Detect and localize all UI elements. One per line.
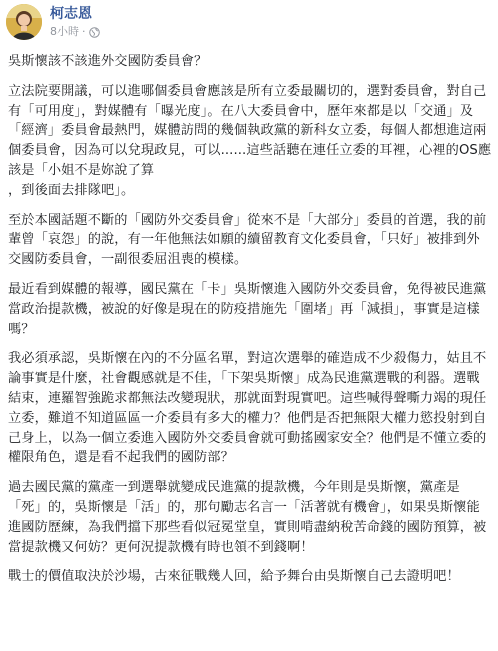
post-meta — [50, 25, 100, 39]
author-avatar[interactable] — [6, 4, 42, 40]
post-paragraph: 我必須承認，吳斯懷在內的不分區名單，對這次選舉的確造成不少殺傷力，姑且不論事實是什麼，社會觀感就是不佳，「下架吳斯懷」成為民進黨選戰的利器。選戰結束，連羅智強跪求都無法改變現狀，那就面對現實吧。這些喊得聲嘶力竭的現任立委，難道不知道區區一介委員有多大的權力？他們是否把無限大權力慾投射到自己身上，以為一個立委進入國防外交委員會就可動搖國家安全？他們是不懂立委的權限角色，還是看不起我們的國防部？ — [8, 351, 487, 466]
post-timestamp[interactable]: 8小時 — [50, 25, 79, 38]
author-name[interactable]: 柯志恩 — [50, 6, 92, 22]
post-paragraph-title: 吳斯懷該不該進外交國防委員會？ — [8, 54, 208, 69]
post-paragraph: 最近看到媒體的報導，國民黨在「卡」吳斯懷進入國防外交委員會，免得被民進黨當政治提款機，被說的好像是現在的防疫措施先「圍堵」再「減損」，事實是這樣嗎？ — [8, 281, 487, 337]
avatar-photo-icon — [6, 4, 42, 40]
post-paragraph: 過去國民黨的黨產一到選舉就變成民進黨的提款機，今年則是吳斯懷，黨產是「死」的，吳斯懷是「活」的，那句勵志名言一「活著就有機會」，如果吳斯懷能進國防歷練，為我們擋下那些看似冠冕堂皇，實則啃盡納稅苦命錢的國防預算，被當提款機又何妨？更何況提款機有時也領不到錢啊！ — [8, 480, 487, 555]
post-paragraph: 戰士的價值取決於沙場，古來征戰幾人回，給予舞台由吳斯懷自己去證明吧！ — [8, 569, 460, 585]
globe-icon[interactable] — [89, 27, 100, 38]
post-paragraph: 立法院要開議，可以進哪個委員會應該是所有立委最關切的，選對委員會，對自己有「可用度」，對媒體有「曝光度」。在八大委員會中，歷年來都是以「交通」及「經濟」委員會最熱門，媒體訪問的幾個執政黨的新科女立委，每個人都想進這兩個委員會，因為可以兌現政見，可以......這些話聽在連任立委的耳裡，心裡的OS應該是「小姐不是妳說了算 ，到後面去排隊吧」。 — [8, 83, 492, 198]
meta-separator: · — [82, 25, 86, 38]
post-header — [0, 0, 498, 44]
post-body — [8, 52, 492, 597]
post-paragraph: 至於本國話題不斷的「國防外交委員會」從來不是「大部分」委員的首選，我的前輩曾「哀怨」的說，有一年他無法如願的續留教育文化委員會，「只好」被排到外交國防委員會，一副很委屈沮喪的模樣。 — [8, 212, 487, 268]
